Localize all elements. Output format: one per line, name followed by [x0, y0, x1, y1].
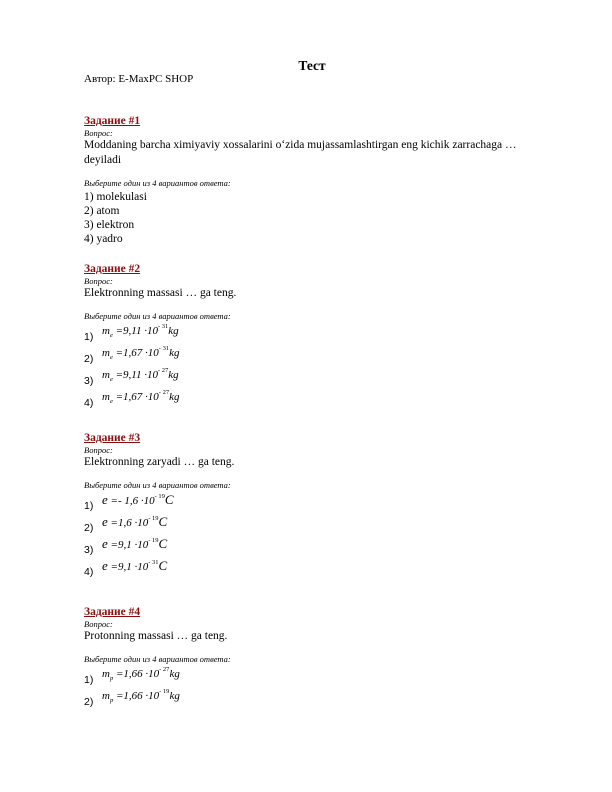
- question-label: Вопрос:: [84, 445, 113, 455]
- answer-option[interactable]: [84, 688, 540, 710]
- option-formula: $m_e =1,67 \cdot 10^{- 27}kg$: [102, 389, 180, 405]
- task-1: [84, 115, 540, 246]
- option-formula: $e =- 1,6 \cdot 10^{- 19}C$: [102, 492, 174, 507]
- answers-label: Выберите один из 4 вариантов ответа:: [84, 178, 231, 188]
- option-formula: $m_e =9,11 \cdot 10^{- 27}kg$: [102, 367, 179, 383]
- answer-option[interactable]: [84, 666, 540, 688]
- answer-option[interactable]: [84, 389, 540, 411]
- option-number: 3): [84, 544, 94, 556]
- question-label: Вопрос:: [84, 128, 113, 138]
- question-text: Moddaning barcha ximiyaviy xossalarini o‘zida mujassamlashtirgan eng kichik zarrachaga … deyiladi: [84, 139, 517, 166]
- question-label: Вопрос:: [84, 619, 113, 629]
- option-number: 3): [84, 375, 94, 387]
- answers-label: Выберите один из 4 вариантов ответа:: [84, 311, 231, 321]
- answer-option[interactable]: 4) yadro: [84, 233, 123, 245]
- task-3: [84, 432, 540, 580]
- option-formula: $e =9,1 \cdot 10^{- 19}C$: [102, 536, 168, 551]
- option-formula: $e =9,1 \cdot 10^{- 31}C$: [102, 558, 168, 573]
- answer-option[interactable]: [84, 536, 540, 558]
- option-number: 2): [84, 696, 94, 708]
- answer-option[interactable]: [84, 367, 540, 389]
- option-number: 4): [84, 566, 94, 578]
- option-formula: $e =1,6 \cdot 10^{- 19}C$: [102, 514, 168, 529]
- task-header: Задание #3: [84, 432, 141, 444]
- answers-label: Выберите один из 4 вариантов ответа:: [84, 480, 231, 490]
- answer-option[interactable]: 3) elektron: [84, 219, 135, 231]
- answer-option[interactable]: [84, 514, 540, 536]
- answer-option[interactable]: 2) atom: [84, 205, 120, 217]
- option-formula: $m_e =9,11 \cdot 10^{- 31}kg$: [102, 323, 179, 339]
- question-text: Elektronning massasi … ga teng.: [84, 287, 237, 299]
- answer-option[interactable]: [84, 323, 540, 345]
- answer-option[interactable]: 1) molekulasi: [84, 191, 147, 203]
- task-header: Задание #1: [84, 115, 141, 127]
- option-number: 1): [84, 331, 94, 343]
- answer-option[interactable]: [84, 345, 540, 367]
- option-number: 2): [84, 522, 94, 534]
- option-number: 1): [84, 500, 94, 512]
- option-number: 4): [84, 397, 94, 409]
- option-number: 1): [84, 674, 94, 686]
- option-formula: $m_p =1,66 \cdot 10^{- 19}kg$: [102, 688, 180, 704]
- task-header: Задание #4: [84, 606, 141, 618]
- question-text: Protonning massasi … ga teng.: [84, 630, 228, 642]
- answer-option[interactable]: [84, 558, 540, 580]
- task-2: [84, 263, 540, 411]
- option-formula: $m_p =1,66 \cdot 10^{- 27}kg$: [102, 666, 180, 682]
- option-number: 2): [84, 353, 94, 365]
- option-formula: $m_e =1,67 \cdot 10^{- 31}kg$: [102, 345, 180, 361]
- document-title: Тест: [298, 58, 326, 73]
- question-text: Elektronning zaryadi … ga teng.: [84, 456, 235, 468]
- question-label: Вопрос:: [84, 276, 113, 286]
- task-header: Задание #2: [84, 263, 141, 275]
- answers-label: Выберите один из 4 вариантов ответа:: [84, 654, 231, 664]
- answer-option[interactable]: [84, 492, 540, 514]
- task-4: [84, 606, 540, 710]
- document-author: Автор: E-MaxPC SHOP: [84, 73, 194, 85]
